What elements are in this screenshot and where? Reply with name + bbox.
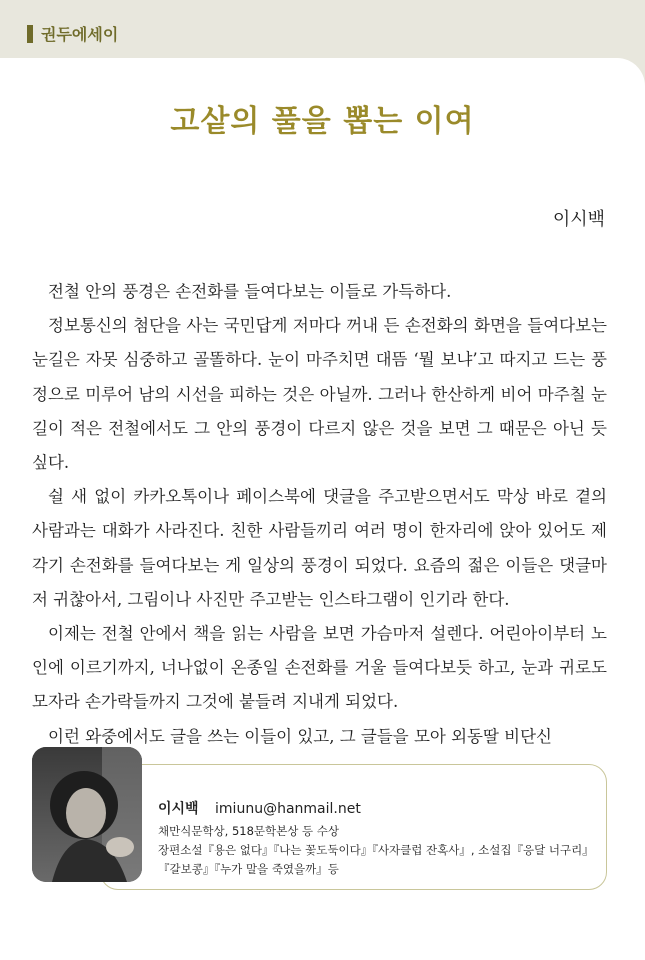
paragraph: 전철 안의 풍경은 손전화를 들여다보는 이들로 가득하다. — [48, 282, 452, 301]
section-label: 권두에세이 — [41, 25, 119, 44]
bio-awards: 채만식문학상, 518문학본상 등 수상 — [158, 824, 339, 838]
section-tag-bar — [27, 25, 33, 43]
bio-email[interactable]: imiunu@hanmail.net — [215, 801, 361, 817]
essay-title: 고샅의 풀을 뽑는 이여 — [170, 104, 475, 139]
paragraph: 이런 와중에서도 글을 쓰는 이들이 있고, 그 글들을 모아 외동딸 비단신 — [48, 726, 552, 746]
section-tag — [27, 22, 118, 45]
bio-works: 장편소설『용은 없다』『나는 꽃도둑이다』『사자클럽 잔혹사』, 소설집『응달 너구리』『갈보콩』『누가 말을 죽였을까』등 — [158, 843, 594, 876]
author-bio — [158, 798, 598, 879]
author-photo-icon — [32, 747, 142, 882]
essay-body — [32, 275, 607, 754]
paragraph: 쉴 새 없이 카카오톡이나 페이스북에 댓글을 주고받으면서도 막상 바로 곁의 사람과는 대화가 사라진다. 친한 사람들끼리 여러 명이 한자리에 앉아 있어도 제각기 손전화를 들여다보는 게 일상의 풍경이 되었다. 요즘의 젊은 이들은 댓글마저 귀찮아서, 그림이나 사진만 주고받는 인스타그램이 인기라 한다. — [32, 487, 607, 609]
bio-name: 이시백 — [158, 801, 199, 817]
paragraph: 이제는 전철 안에서 책을 읽는 사람을 보면 가슴마저 설렌다. 어린아이부터 노인에 이르기까지, 너나없이 온종일 손전화를 거울 들여다보듯 하고, 눈과 귀로도 모자라 손가락들까지 그것에 붙들려 지내게 되었다. — [32, 624, 607, 712]
paragraph: 정보통신의 첨단을 사는 국민답게 저마다 꺼내 든 손전화의 화면을 들여다보는 눈길은 자못 심중하고 골똘하다. 눈이 마주치면 대뜸 ‘뭘 보냐’고 따지고 드는 풍정으로 미루어 남의 시선을 피하는 것은 아닐까. 그러나 한산하게 비어 마주칠 눈길이 적은 전철에서도 그 안의 풍경이 다르지 않은 것을 보면 그 때문은 아닌 듯싶다. — [32, 316, 607, 473]
bio-header — [158, 798, 598, 818]
essay-author: 이시백 — [552, 209, 605, 230]
author-photo — [32, 747, 142, 882]
